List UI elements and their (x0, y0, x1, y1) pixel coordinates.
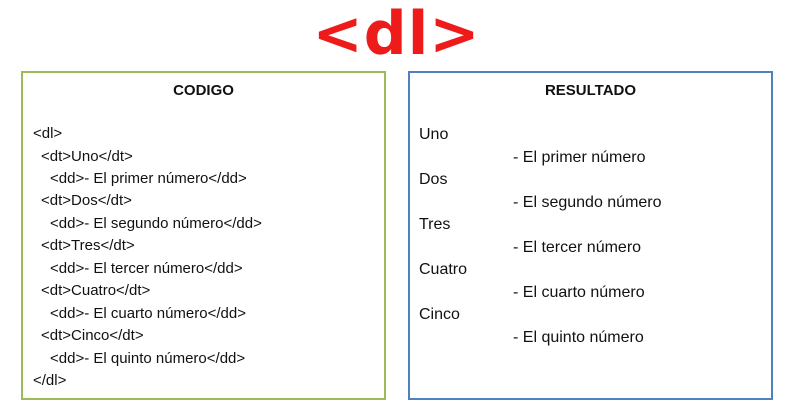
definition-description: - El primer número (513, 149, 646, 166)
code-line: <dl> (33, 125, 63, 142)
code-line: <dt>Cinco</dt> (41, 327, 144, 344)
code-panel-heading: CODIGO (173, 82, 234, 99)
definition-description: - El quinto número (513, 329, 644, 346)
definition-description: - El cuarto número (513, 284, 645, 301)
definition-term: Dos (419, 171, 448, 188)
code-line: <dd>- El segundo número</dd> (50, 215, 262, 232)
definition-term: Tres (419, 216, 451, 233)
code-line: <dt>Tres</dt> (41, 237, 135, 254)
code-line: <dd>- El tercer número</dd> (50, 260, 243, 277)
code-line: <dd>- El primer número</dd> (50, 170, 247, 187)
definition-description: - El tercer número (513, 239, 642, 256)
code-line: <dd>- El cuarto número</dd> (50, 305, 246, 322)
result-panel (408, 71, 773, 400)
definition-term: Cuatro (419, 261, 468, 278)
code-panel (21, 71, 386, 400)
code-line: <dt>Uno</dt> (41, 148, 133, 165)
code-line: </dl> (33, 372, 67, 389)
definition-term: Uno (419, 126, 449, 143)
definition-term: Cinco (419, 306, 460, 323)
page-title: <dl> (312, 0, 481, 69)
definition-description: - El segundo número (513, 194, 662, 211)
code-line: <dd>- El quinto número</dd> (50, 350, 246, 367)
result-panel-heading: RESULTADO (544, 82, 637, 99)
code-line: <dt>Cuatro</dt> (41, 282, 151, 299)
code-line: <dt>Dos</dt> (41, 192, 132, 209)
